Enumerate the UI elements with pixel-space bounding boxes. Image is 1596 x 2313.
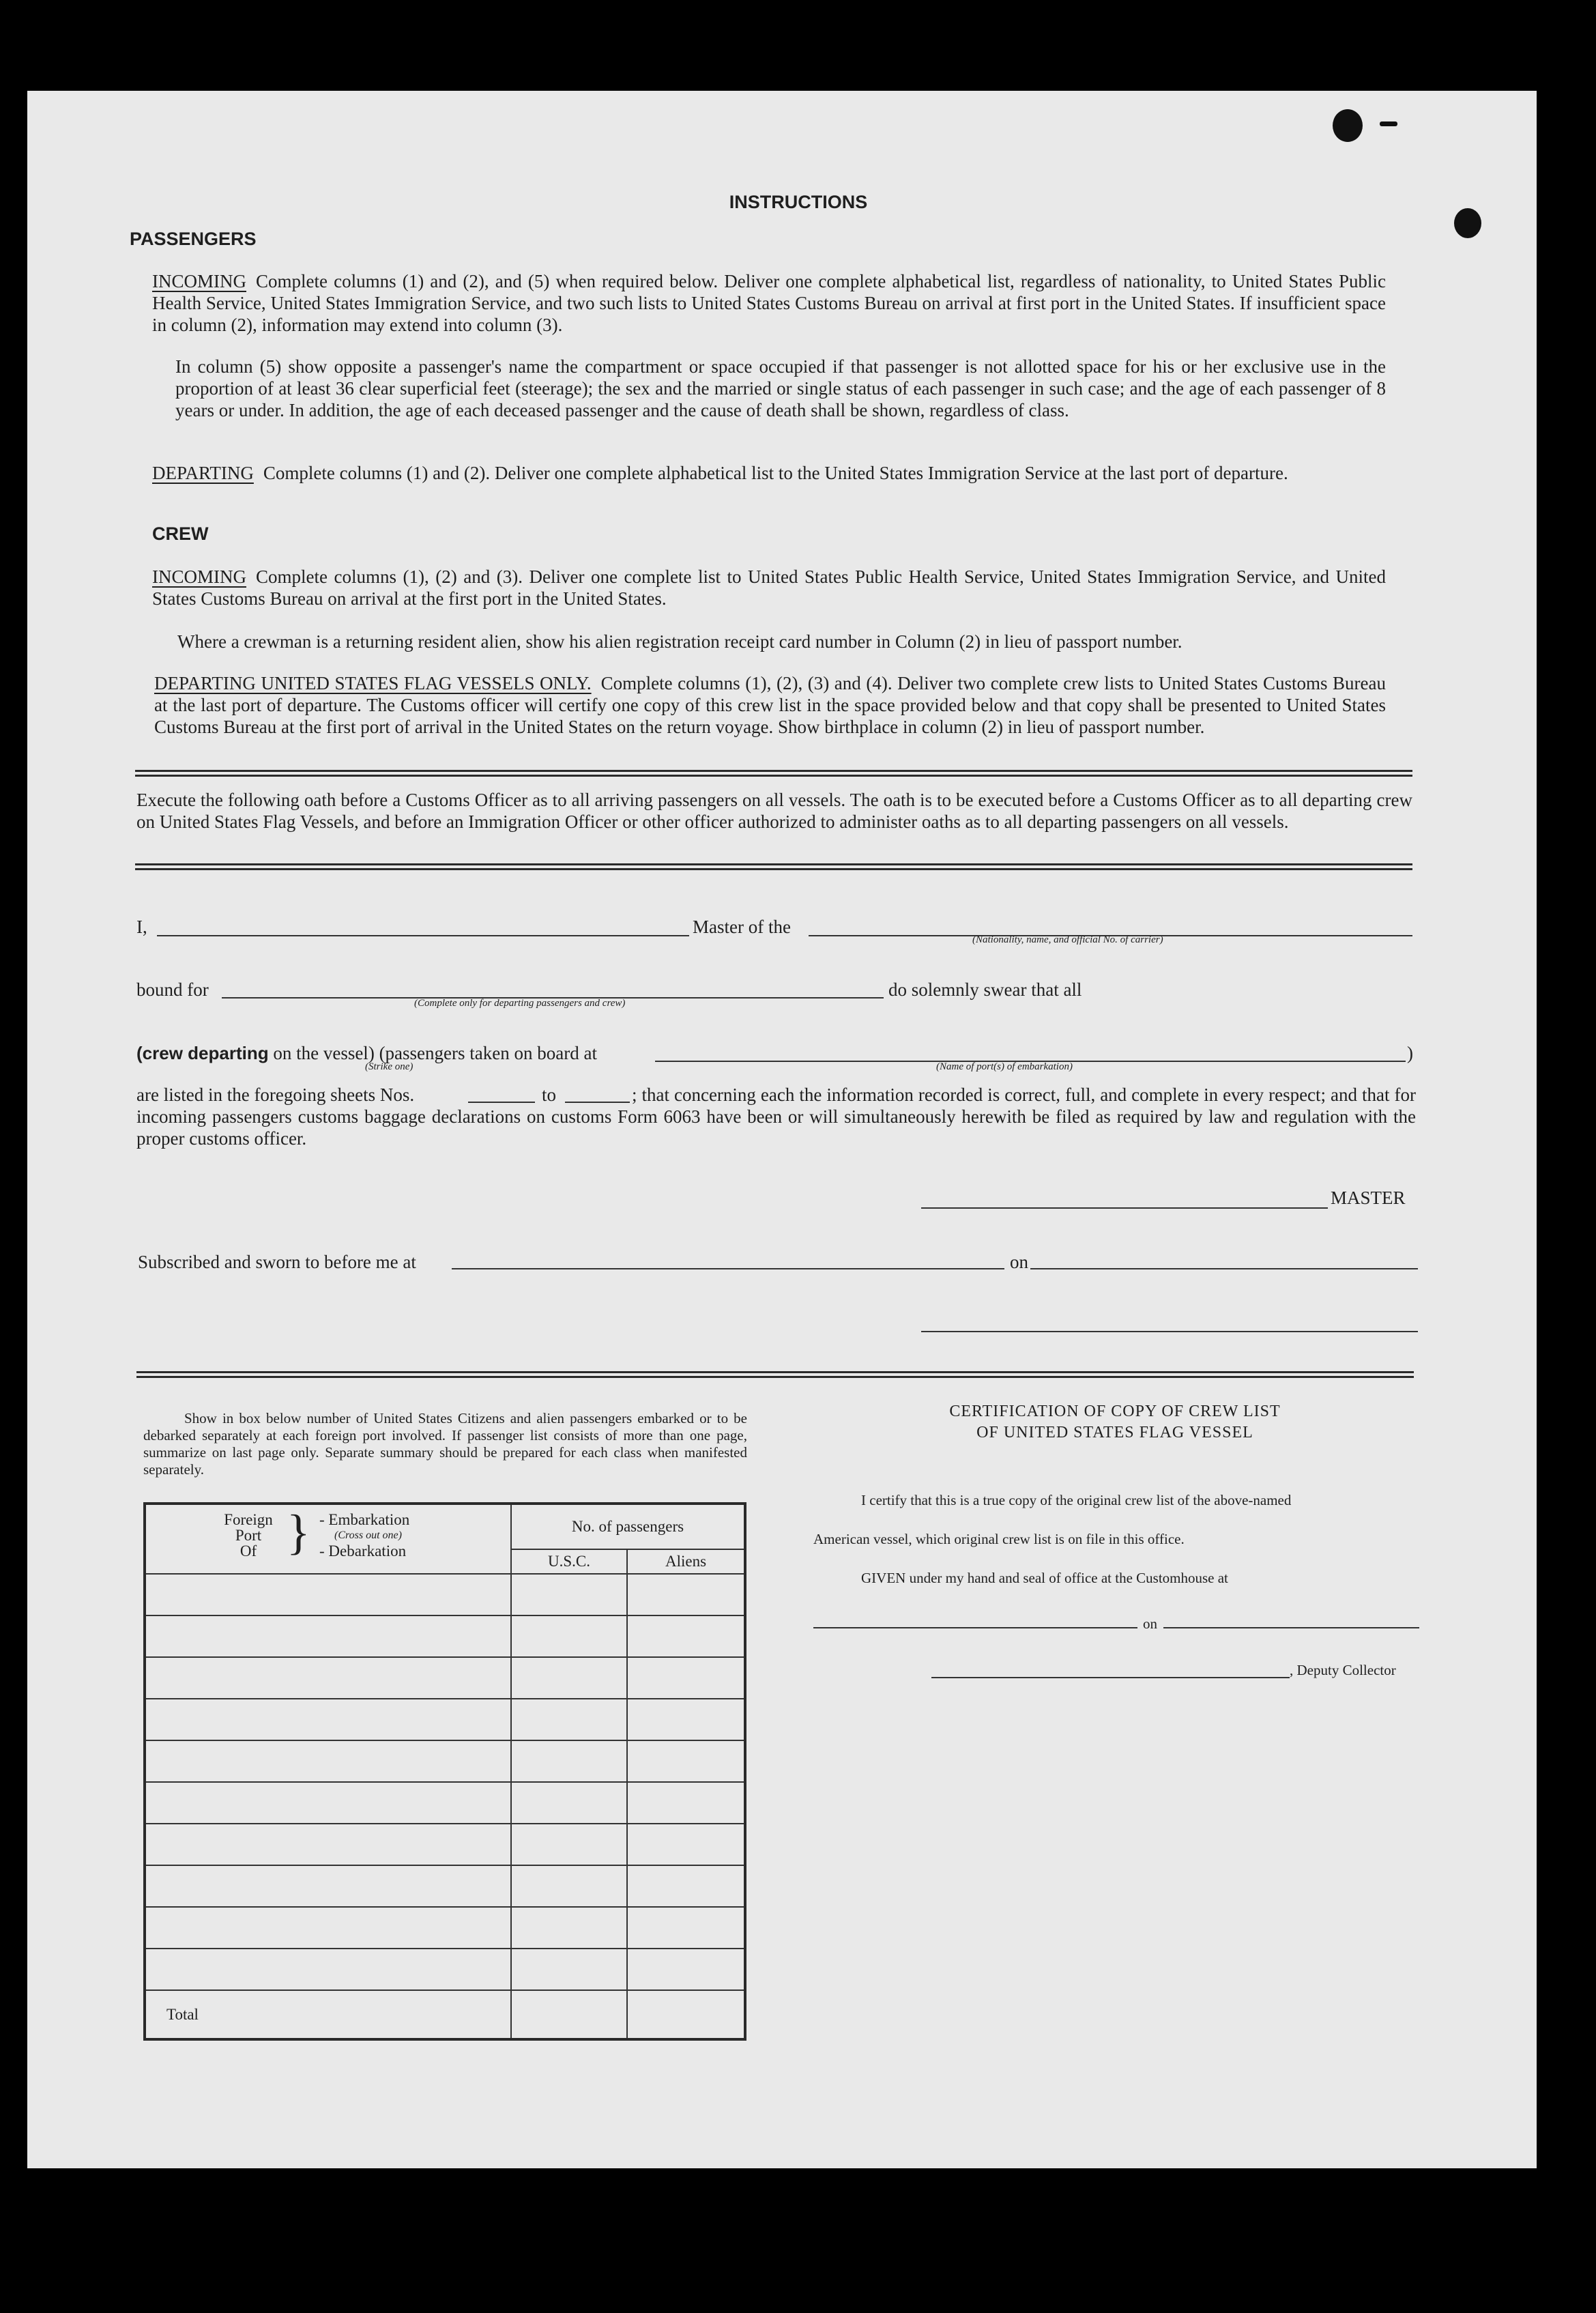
table-row [145,1615,745,1657]
table-row [145,1657,745,1699]
certification-title [842,1401,1388,1443]
passengers-departing-text: Complete columns (1) and (2). Deliver one complete alphabetical list to the United States Immigration Service at the last port of departure. [263,463,1288,483]
aliens-cell[interactable] [627,1865,745,1907]
table-row [145,1782,745,1824]
aliens-cell[interactable] [627,1740,745,1782]
crew-incoming-label: INCOMING [152,566,246,587]
usc-cell[interactable] [511,1699,627,1740]
section-divider [136,1371,1414,1378]
aliens-cell[interactable] [627,1574,745,1615]
table-row [145,1574,745,1615]
deputy-collector-label: , Deputy Collector [1290,1662,1396,1678]
aliens-cell[interactable] [627,1949,745,1990]
aliens-header: Aliens [627,1549,745,1574]
aliens-cell[interactable] [627,1782,745,1824]
port-cell[interactable] [145,1657,511,1699]
port-cell[interactable] [145,1615,511,1657]
port-cell[interactable] [145,1824,511,1865]
crew-incoming-text: Complete columns (1), (2) and (3). Deliver one complete list to United States Public Health Service, United States Immigration Service, and United States Customs Bureau on arrival at the first port in the United States. [152,566,1386,609]
table-row [145,1949,745,1990]
passengers-taken-option[interactable]: (passengers taken on board at [379,1043,597,1063]
port-cell[interactable] [145,1740,511,1782]
usc-cell[interactable] [511,1615,627,1657]
oath-intro: Execute the following oath before a Customs Officer as to all arriving passengers on all vessels. The oath is to be executed before a Customs Officer as to all departing crew on United States Flag Vessels, and before an Immigration Officer or other officer authorized to administer oaths as to all departing passengers on all vessels. [136,790,1412,832]
aliens-cell[interactable] [627,1907,745,1949]
passengers-column5-text: In column (5) show opposite a passenger's name the compartment or space occupied if that passenger is not allotted space for his or her exclusive use in the proportion of at least 36 clear superficial feet (steerage); the sex and the married or single status of each passenger in such case; and the age of each passenger of 8 years or under. In addition, the age of each deceased passenger and the cause of death shall be shown, regardless of class. [175,356,1386,420]
swear-label: do solemnly swear that all [888,979,1082,1000]
total-usc-cell[interactable] [511,1990,627,2039]
port-cell[interactable] [145,1865,511,1907]
summary-instructions: Show in box below number of United States Citizens and alien passengers embarked or to be debarked separately at each foreign port involved. If passenger list consists of more than one page, summarize on last page only. Separate summary should be prepared for each class when manifested separately. [143,1410,747,1478]
usc-cell[interactable] [511,1949,627,1990]
deputy-signature-field[interactable] [931,1677,1290,1678]
listed-text-end: ; that concerning each the information recorded is correct, full, and complete in every respect; and that for incoming passengers customs baggage declarations on customs Form 6063 have been or will simultaneously herewith be filed as required by law and regulation with the proper customs officer. [136,1084,1416,1149]
crew-departing-paragraph [154,672,1386,738]
certification-on-label: on [1143,1615,1157,1632]
crew-resident-text: Where a crewman is a returning resident alien, show his alien registration receipt card number in Column (2) in lieu of passport number. [177,631,1183,652]
bound-for-label: bound for [136,979,209,1000]
of-label: Of [240,1542,257,1560]
port-label: Port [235,1527,262,1544]
on-vessel-label: on the vessel) [273,1043,375,1063]
usc-cell[interactable] [511,1740,627,1782]
table-row [145,1699,745,1740]
crew-departing-text: Complete columns (1), (2), (3) and (4). Deliver two complete crew lists to United States Customs Bureau at the last port of departure. The Customs officer will certify one copy of this crew list in the space provided below and that copy shall be presented to United States Customs Bureau at the first port of arrival in the United States on the return voyage. Show birthplace in column (2) in lieu of passport number. [154,673,1386,737]
certification-title-line-1: CERTIFICATION OF COPY OF CREW LIST [949,1403,1281,1420]
aliens-cell[interactable] [627,1699,745,1740]
section-divider [135,863,1412,870]
american-vessel-text: American vessel, which original crew list is on file in this office. [813,1531,1185,1547]
given-text: GIVEN under my hand and seal of office at the Customhouse at [861,1570,1228,1586]
scan-speck [1454,208,1481,238]
embarkation-option[interactable]: - Embarkation [319,1511,410,1528]
port-cell[interactable] [145,1699,511,1740]
port-cell[interactable] [145,1907,511,1949]
subscribed-label: Subscribed and sworn to before me at [138,1252,416,1272]
certification-title-line-2: OF UNITED STATES FLAG VESSEL [976,1424,1253,1441]
master-name-field[interactable] [157,935,689,936]
table-row [145,1865,745,1907]
port-cell[interactable] [145,1949,511,1990]
listed-text-start: are listed in the foregoing sheets Nos. [136,1084,415,1105]
usc-cell[interactable] [511,1907,627,1949]
usc-cell[interactable] [511,1657,627,1699]
page-title: INSTRUCTIONS [729,192,868,212]
table-row [145,1824,745,1865]
close-paren: ) [1407,1043,1413,1063]
table-row [145,1740,745,1782]
cross-out-caption: (Cross out one) [334,1529,402,1541]
usc-cell[interactable] [511,1574,627,1615]
customhouse-field[interactable] [813,1627,1137,1628]
passengers-incoming-label: INCOMING [152,271,246,291]
foreign-label: Foreign [224,1511,273,1528]
certification-date-field[interactable] [1163,1627,1419,1628]
scan-speck [1333,109,1363,142]
aliens-cell[interactable] [627,1824,745,1865]
aliens-cell[interactable] [627,1615,745,1657]
crew-incoming-paragraph [152,566,1386,609]
usc-header: U.S.C. [511,1549,627,1574]
crew-heading: CREW [152,523,209,544]
sworn-on-label: on [1010,1252,1028,1272]
port-cell[interactable] [145,1782,511,1824]
officer-signature-field[interactable] [921,1331,1418,1332]
strike-one-caption: (Strike one) [365,1061,413,1072]
section-divider [135,770,1412,777]
crew-departing-label: DEPARTING UNITED STATES FLAG VESSELS ONLY. [154,673,592,693]
usc-cell[interactable] [511,1782,627,1824]
scan-speck [1380,121,1397,126]
passengers-header: No. of passengers [511,1504,745,1549]
to-label: to [542,1084,557,1105]
certify-text: I certify that this is a true copy of the original crew list of the above-named [861,1492,1292,1508]
crew-departing-option[interactable]: (crew departing [136,1043,269,1063]
debarkation-option[interactable]: - Debarkation [319,1542,407,1560]
brace-icon: } [287,1505,310,1560]
oath-i-label: I, [136,917,147,937]
carrier-caption: (Nationality, name, and official No. of carrier) [972,934,1163,945]
usc-cell[interactable] [511,1824,627,1865]
sworn-date-field[interactable] [1030,1268,1418,1269]
port-cell[interactable] [145,1574,511,1615]
master-of-label: Master of the [693,917,791,937]
total-label: Total [145,1990,511,2039]
bound-for-caption: (Complete only for departing passengers and crew) [414,998,626,1009]
sworn-place-field[interactable] [452,1268,1004,1269]
master-signature-field[interactable] [921,1207,1328,1209]
passengers-heading: PASSENGERS [130,229,257,249]
passengers-departing-paragraph [152,462,1386,484]
passengers-incoming-paragraph [152,270,1386,336]
port-caption: (Name of port(s) of embarkation) [936,1061,1073,1072]
passenger-summary-table [143,1502,746,2041]
usc-cell[interactable] [511,1865,627,1907]
aliens-cell[interactable] [627,1657,745,1699]
passengers-incoming-text: Complete columns (1) and (2), and (5) when required below. Deliver one complete alphabetical list, regardless of nationality, to United States Public Health Service, United States Immigration Service, and two such lists to United States Customs Bureau on arrival at first port in the United States. If insufficient space in column (2), information may extend into column (3). [152,271,1386,335]
passengers-departing-label: DEPARTING [152,463,254,483]
port-header-cell [145,1504,511,1574]
total-aliens-cell[interactable] [627,1990,745,2039]
master-label: MASTER [1331,1188,1406,1208]
table-row [145,1907,745,1949]
